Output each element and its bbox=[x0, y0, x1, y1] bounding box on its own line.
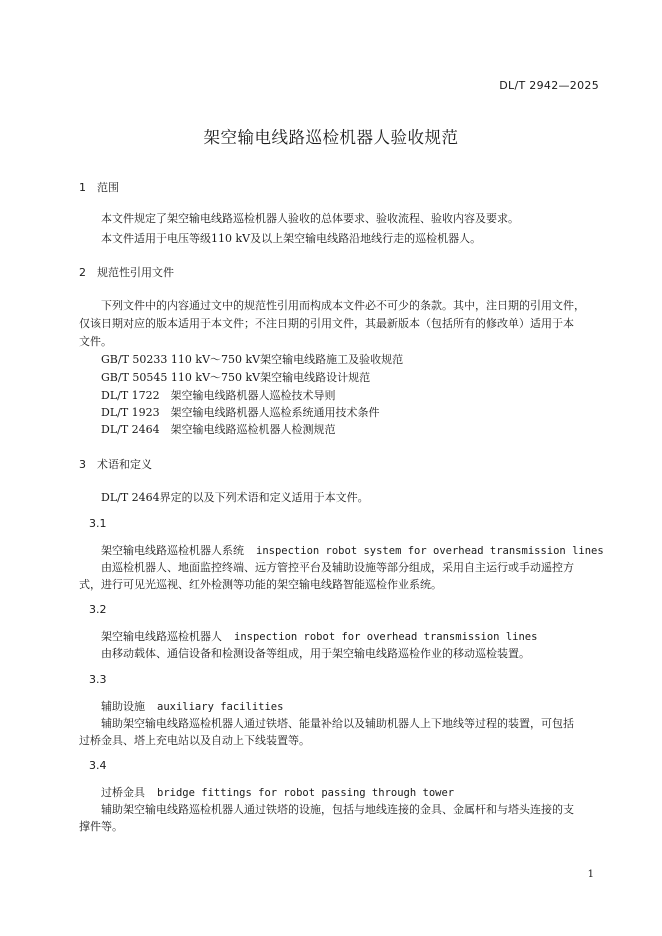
reference-title: 架空输电线路机器人巡检系统通用技术条件 bbox=[170, 406, 380, 419]
references-intro-line-3: 文件。 bbox=[79, 335, 112, 348]
term-chinese: 辅助设施 bbox=[101, 700, 145, 713]
reference-title: 110 kV～750 kV架空输电线路施工及验收规范 bbox=[170, 353, 404, 366]
term-entry bbox=[101, 542, 604, 558]
term-number: 3.3 bbox=[89, 673, 107, 686]
section-title: 术语和定义 bbox=[97, 458, 152, 471]
page-number: 1 bbox=[587, 869, 594, 880]
reference-title: 架空输电线路机器人巡检技术导则 bbox=[170, 389, 336, 402]
reference-code: DL/T 1923 bbox=[101, 406, 160, 419]
term-entry bbox=[101, 784, 454, 800]
term-english: bridge fittings for robot passing through tower bbox=[157, 787, 455, 799]
reference-code: DL/T 1722 bbox=[101, 389, 160, 402]
term-entry bbox=[101, 628, 537, 644]
section-heading-scope bbox=[79, 179, 119, 195]
term-definition-line-1: 由移动载体、通信设备和检测设备等组成，用于架空输电线路巡检作业的移动巡检装置。 bbox=[101, 647, 530, 660]
term-chinese: 架空输电线路巡检机器人系统 bbox=[101, 544, 244, 557]
scope-paragraph-2: 本文件适用于电压等级110 kV及以上架空输电线路沿地线行走的巡检机器人。 bbox=[101, 232, 482, 245]
reference-item bbox=[101, 369, 370, 385]
terms-intro: DL/T 2464界定的以及下列术语和定义适用于本文件。 bbox=[101, 491, 369, 504]
term-number: 3.1 bbox=[89, 517, 107, 530]
term-definition-line-1: 辅助架空输电线路巡检机器人通过铁塔的设施，包括与地线连接的金具、金属杆和与塔头连接的支 bbox=[101, 803, 574, 816]
section-number: 3 bbox=[79, 458, 86, 471]
reference-item bbox=[101, 404, 380, 420]
term-entry bbox=[101, 698, 283, 714]
term-definition-line-2: 式，进行可见光巡视、红外检测等功能的架空输电线路智能巡检作业系统。 bbox=[79, 578, 442, 591]
section-title: 范围 bbox=[97, 181, 119, 194]
references-intro-line-1: 下列文件中的内容通过文中的规范性引用而构成本文件必不可少的条款。其中，注日期的引用文件， bbox=[101, 299, 585, 312]
document-number: DL/T 2942—2025 bbox=[499, 79, 599, 92]
reference-code: GB/T 50545 bbox=[101, 371, 168, 384]
section-number: 1 bbox=[79, 181, 86, 194]
term-definition-line-2: 撑件等。 bbox=[79, 820, 123, 833]
document-title: 架空输电线路巡检机器人验收规范 bbox=[203, 128, 459, 147]
reference-item bbox=[101, 387, 336, 403]
term-chinese: 架空输电线路巡检机器人 bbox=[101, 630, 222, 643]
reference-code: DL/T 2464 bbox=[101, 423, 160, 436]
section-title: 规范性引用文件 bbox=[97, 266, 174, 279]
section-heading-normative-references bbox=[79, 264, 174, 280]
term-chinese: 过桥金具 bbox=[101, 786, 145, 799]
reference-item bbox=[101, 421, 336, 437]
term-english: inspection robot for overhead transmission lines bbox=[234, 631, 538, 643]
term-number: 3.2 bbox=[89, 603, 107, 616]
term-definition-line-2: 过桥金具、塔上充电站以及自动上下线装置等。 bbox=[79, 734, 310, 747]
reference-title: 架空输电线路巡检机器人检测规范 bbox=[170, 423, 336, 436]
term-english: inspection robot system for overhead transmission lines bbox=[256, 545, 604, 557]
reference-title: 110 kV～750 kV架空输电线路设计规范 bbox=[170, 371, 371, 384]
term-english: auxiliary facilities bbox=[157, 701, 284, 713]
term-definition-line-1: 由巡检机器人、地面监控终端、远方管控平台及辅助设施等部分组成，采用自主运行或手动遥控方 bbox=[101, 561, 574, 574]
section-number: 2 bbox=[79, 266, 86, 279]
section-heading-terms-and-definitions bbox=[79, 456, 152, 472]
term-definition-line-1: 辅助架空输电线路巡检机器人通过铁塔、能量补给以及辅助机器人上下地线等过程的装置，可包括 bbox=[101, 717, 574, 730]
reference-item bbox=[101, 351, 403, 367]
term-number: 3.4 bbox=[89, 759, 107, 772]
scope-paragraph-1: 本文件规定了架空输电线路巡检机器人验收的总体要求、验收流程、验收内容及要求。 bbox=[101, 212, 519, 225]
reference-code: GB/T 50233 bbox=[101, 353, 168, 366]
references-intro-line-2: 仅该日期对应的版本适用于本文件；不注日期的引用文件，其最新版本（包括所有的修改单）适用于本 bbox=[79, 317, 574, 330]
